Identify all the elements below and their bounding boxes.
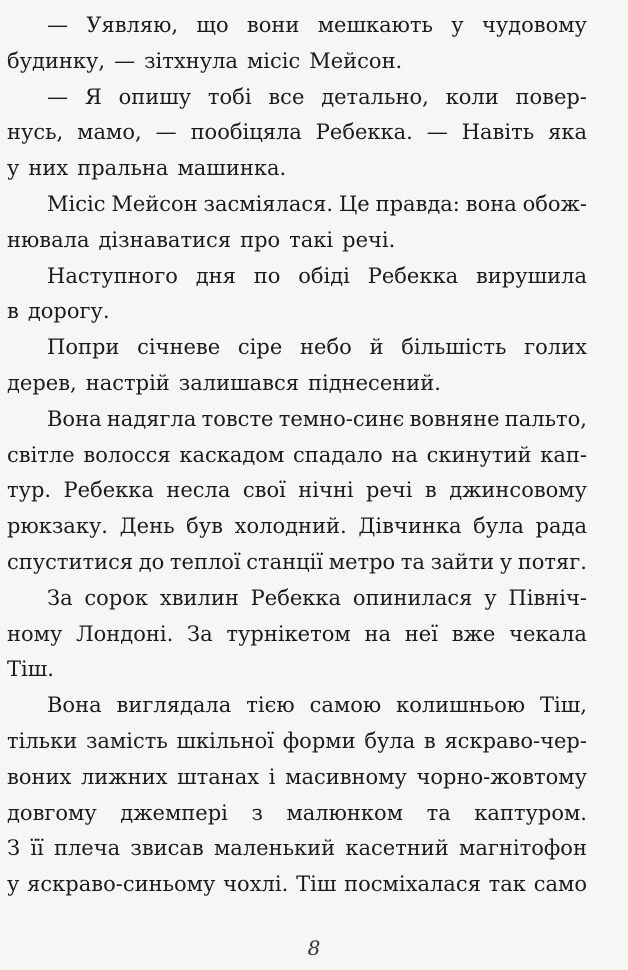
text-line: тільки замість шкільної форми була в яскраво-чер- xyxy=(7,728,587,753)
text-line: у яскраво-синьому чохлі. Тіш посміхалася так само xyxy=(7,872,587,897)
book-text xyxy=(7,8,587,903)
text-line: За сорок хвилин Ребекка опинилася у Північ- xyxy=(47,585,587,610)
paragraph xyxy=(7,259,587,331)
text-line: дерев, настрій залишався піднесений. xyxy=(7,370,441,395)
text-line: рюкзаку. День був холодний. Дівчинка була рада xyxy=(7,514,587,539)
text-line: — Я опишу тобі все детально, коли повер- xyxy=(47,84,587,109)
text-line: у них пральна машинка. xyxy=(7,156,287,181)
text-line: Наступного дня по обіді Ребекка вирушила xyxy=(47,263,587,288)
page-number: 8 xyxy=(307,936,321,960)
paragraph xyxy=(7,581,587,688)
text-line: світле волосся каскадом спадало на скинутий кап- xyxy=(7,442,587,467)
text-line: Тіш. xyxy=(7,657,54,682)
text-line: в дорогу. xyxy=(7,299,110,324)
text-line: нусь, мамо, — пообіцяла Ребекка. — Навіть яка xyxy=(7,120,587,145)
paragraph xyxy=(7,402,587,581)
text-line: Вона виглядала тією самою колишньою Тіш, xyxy=(47,693,587,718)
text-line: Попри січневе сіре небо й більшість голих xyxy=(47,335,587,360)
text-line: тур. Ребекка несла свої нічні речі в джинсовому xyxy=(7,478,587,503)
text-line: Вона надягла товсте темно-синє вовняне пальто, xyxy=(47,406,587,431)
paragraph xyxy=(7,688,587,903)
text-line: довгому джемпері з малюнком та каптуром. xyxy=(7,800,587,825)
text-line: ному Лондоні. За турнікетом на неї вже чекала xyxy=(7,621,587,646)
text-line: — Уявляю, що вони мешкають у чудовому xyxy=(47,13,587,37)
text-line: нювала дізнаватися про такі речі. xyxy=(7,227,396,252)
paragraph xyxy=(7,330,587,402)
text-line: будинку, — зітхнула місіс Мейсон. xyxy=(7,48,403,73)
paragraph xyxy=(7,80,587,187)
text-line: воних лижних штанах і масивному чорно-жовтому xyxy=(7,764,587,789)
paragraph xyxy=(7,8,587,80)
paragraph xyxy=(7,187,587,259)
text-line: спуститися до теплої станції метро та зайти у потяг. xyxy=(7,549,587,574)
text-line: З її плеча звисав маленький касетний магнітофон xyxy=(7,836,587,861)
text-line: Місіс Мейсон засміялася. Це правда: вона обож- xyxy=(47,191,587,216)
